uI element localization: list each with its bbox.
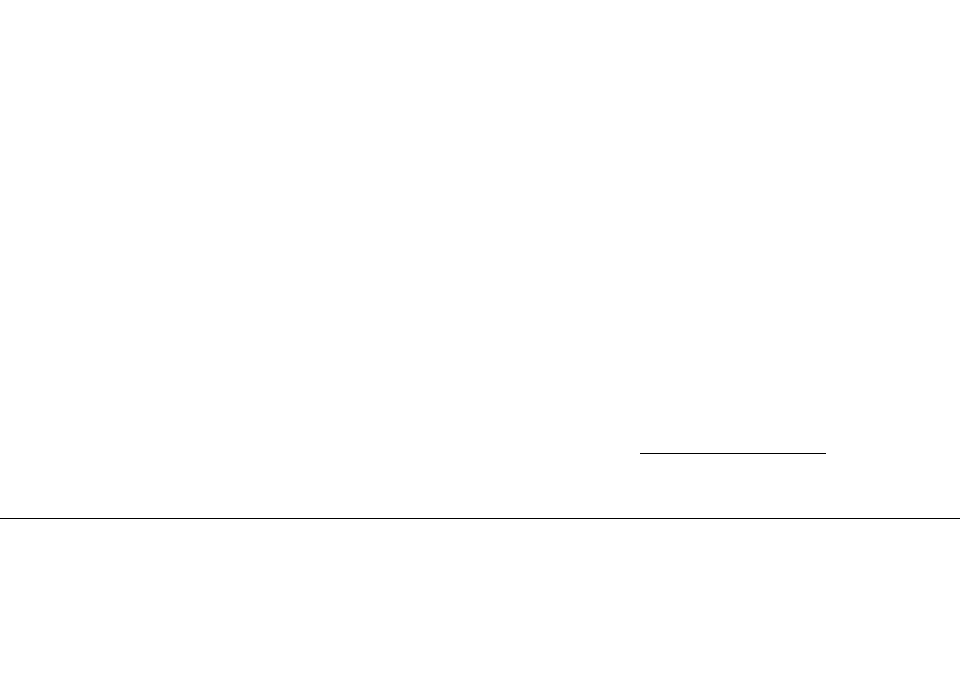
razem-box <box>640 453 826 470</box>
header-row <box>0 492 960 519</box>
